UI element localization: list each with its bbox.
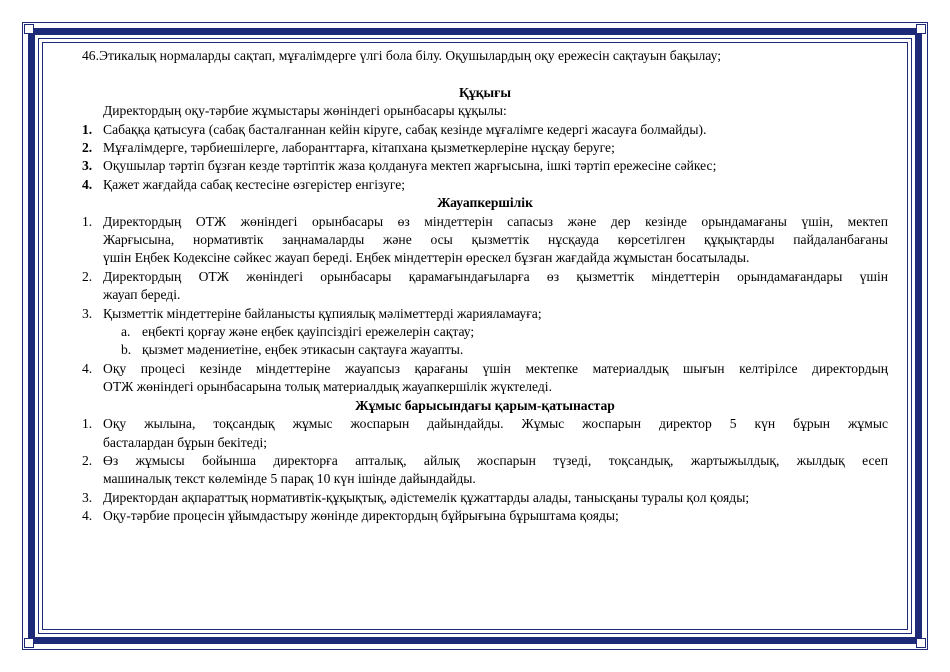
- rights-intro: Директордың оқу-тәрбие жұмыстары жөніндегі орынбасары құқылы:: [103, 103, 507, 119]
- rights-heading: Құқығы: [459, 84, 511, 100]
- item-number: 1.: [82, 213, 93, 229]
- item-text-line: жауап береді.: [103, 287, 181, 303]
- rights-item: [82, 121, 888, 139]
- item-text-line: Директордың ОТЖ жөніндегі орынбасары өз міндеттерін сапасыз және дер кезінде орындамағаны үшін, мектеп: [103, 213, 888, 229]
- item-number: 2.: [82, 452, 93, 468]
- item-number: 4.: [82, 508, 93, 524]
- item-text: Директордан ақпараттық нормативтік-құқықтық, әдістемелік құжаттарды алады, танысқаны туралы қол қояды;: [103, 489, 750, 505]
- relations-item: [82, 507, 888, 525]
- item-text-line: Өз жұмысы бойынша директорға апталық, айлық жоспарын түзеді, тоқсандық, жартыжылдық, жылдық есеп: [103, 452, 888, 468]
- border-corner-bottom-left: [24, 638, 34, 648]
- relations-item: [82, 452, 888, 489]
- relations-item: [82, 415, 888, 452]
- subitem-letter: b.: [121, 342, 132, 358]
- relations-heading: Жұмыс барысындағы қарым-қатынастар: [355, 397, 615, 413]
- item-text: Сабаққа қатысуға (сабақ басталғаннан кейін кіруге, сабақ кезінде мұғалімге кедергі жасауға болмайды).: [103, 121, 707, 137]
- relations-item: [82, 489, 888, 507]
- border-corner-bottom-right: [916, 638, 926, 648]
- item-text-line: ОТЖ жөніндегі орынбасарына толық материалдық жауапкершілік жүктеледі.: [103, 379, 552, 395]
- border-corner-top-left: [24, 24, 34, 34]
- item-text-line: Оқу процесі кезінде міндеттеріне жауапсыз қарағаны үшін мектепке материалдық шығын келтірілсе директордың: [103, 360, 888, 376]
- responsibility-subitem: [82, 341, 888, 359]
- blank-line: [82, 65, 888, 83]
- item-text-line: басталардан бұрын бекітеді;: [103, 434, 268, 450]
- item-number: 3.: [82, 158, 93, 174]
- item-number: 4.: [82, 360, 93, 376]
- item-text: [103, 360, 888, 397]
- item-text: [103, 415, 888, 452]
- document-body: [82, 47, 888, 526]
- item-text: Қызметтік міндеттеріне байланысты құпиялық мәліметтерді жарияламауға;: [103, 305, 542, 321]
- responsibility-item: [82, 213, 888, 268]
- item-text-line: Оқу жылына, тоқсандық жұмыс жоспарын дайындайды. Жұмыс жоспарын директор 5 күн бұрын жұмыс: [103, 416, 888, 432]
- item-number: 2.: [82, 268, 93, 284]
- item-text: [103, 452, 888, 489]
- subitem-letter: a.: [121, 324, 131, 340]
- responsibility-item: [82, 360, 888, 397]
- responsibility-item: [82, 305, 888, 323]
- item-text-line: машиналық текст көлемінде 5 парақ 10 күн ішінде дайындайды.: [103, 471, 476, 487]
- rights-item: [82, 139, 888, 157]
- responsibility-item: [82, 268, 888, 305]
- intro-line: 46.Этикалық нормаларды сақтап, мұғалімдерге үлгі бола білу. Оқушылардың оқу ережесін сақтауын бақылау;: [82, 48, 721, 63]
- responsibility-heading: Жауапкершілік: [437, 195, 533, 211]
- item-text-line: Директордың ОТЖ жөніндегі орынбасары қарамағындағыларға өз қызметтік міндеттерін орындамағандары үшін: [103, 268, 888, 284]
- rights-item: [82, 157, 888, 175]
- item-text: [103, 268, 888, 305]
- item-number: 1.: [82, 121, 93, 137]
- item-number: 4.: [82, 176, 93, 192]
- border-corner-top-right: [916, 24, 926, 34]
- item-text: Қажет жағдайда сабақ кестесіне өзгерістер енгізуге;: [103, 176, 406, 192]
- subitem-text: еңбекті қорғау және еңбек қауіпсіздігі ережелерін сақтау;: [142, 324, 475, 340]
- item-text: Оқу-тәрбие процесін ұйымдастыру жөнінде директордың бұйрығына бұрыштама қояды;: [103, 508, 619, 524]
- responsibility-subitem: [82, 323, 888, 341]
- item-number: 3.: [82, 489, 93, 505]
- subitem-text: қызмет мәдениетіне, еңбек этикасын сақтауға жауапты.: [142, 342, 464, 358]
- item-text-line: Жарғысына, нормативтік заңнамаларды және осы қызметтік нұсқауда көрсетілген құқықтарды пайдаланбағаны: [103, 232, 888, 248]
- item-text: Оқушылар тәртіп бұзған кезде тәртіптік жаза қолдануға мектеп жарғысына, ішкі тәртіп ережесіне сәйкес;: [103, 158, 717, 174]
- item-number: 3.: [82, 305, 93, 321]
- item-number: 1.: [82, 416, 93, 432]
- item-text-line: үшін Еңбек Кодексіне сәйкес жауап береді. Еңбек міндеттерін өрескел бұзған жағдайда жұмыстан босатылады.: [103, 250, 750, 266]
- item-number: 2.: [82, 140, 93, 156]
- item-text: [103, 213, 888, 268]
- item-text: Мұғалімдерге, тәрбиешілерге, лаборанттарға, кітапхана қызметкерлеріне нұсқау беруге;: [103, 140, 615, 156]
- rights-item: [82, 176, 888, 194]
